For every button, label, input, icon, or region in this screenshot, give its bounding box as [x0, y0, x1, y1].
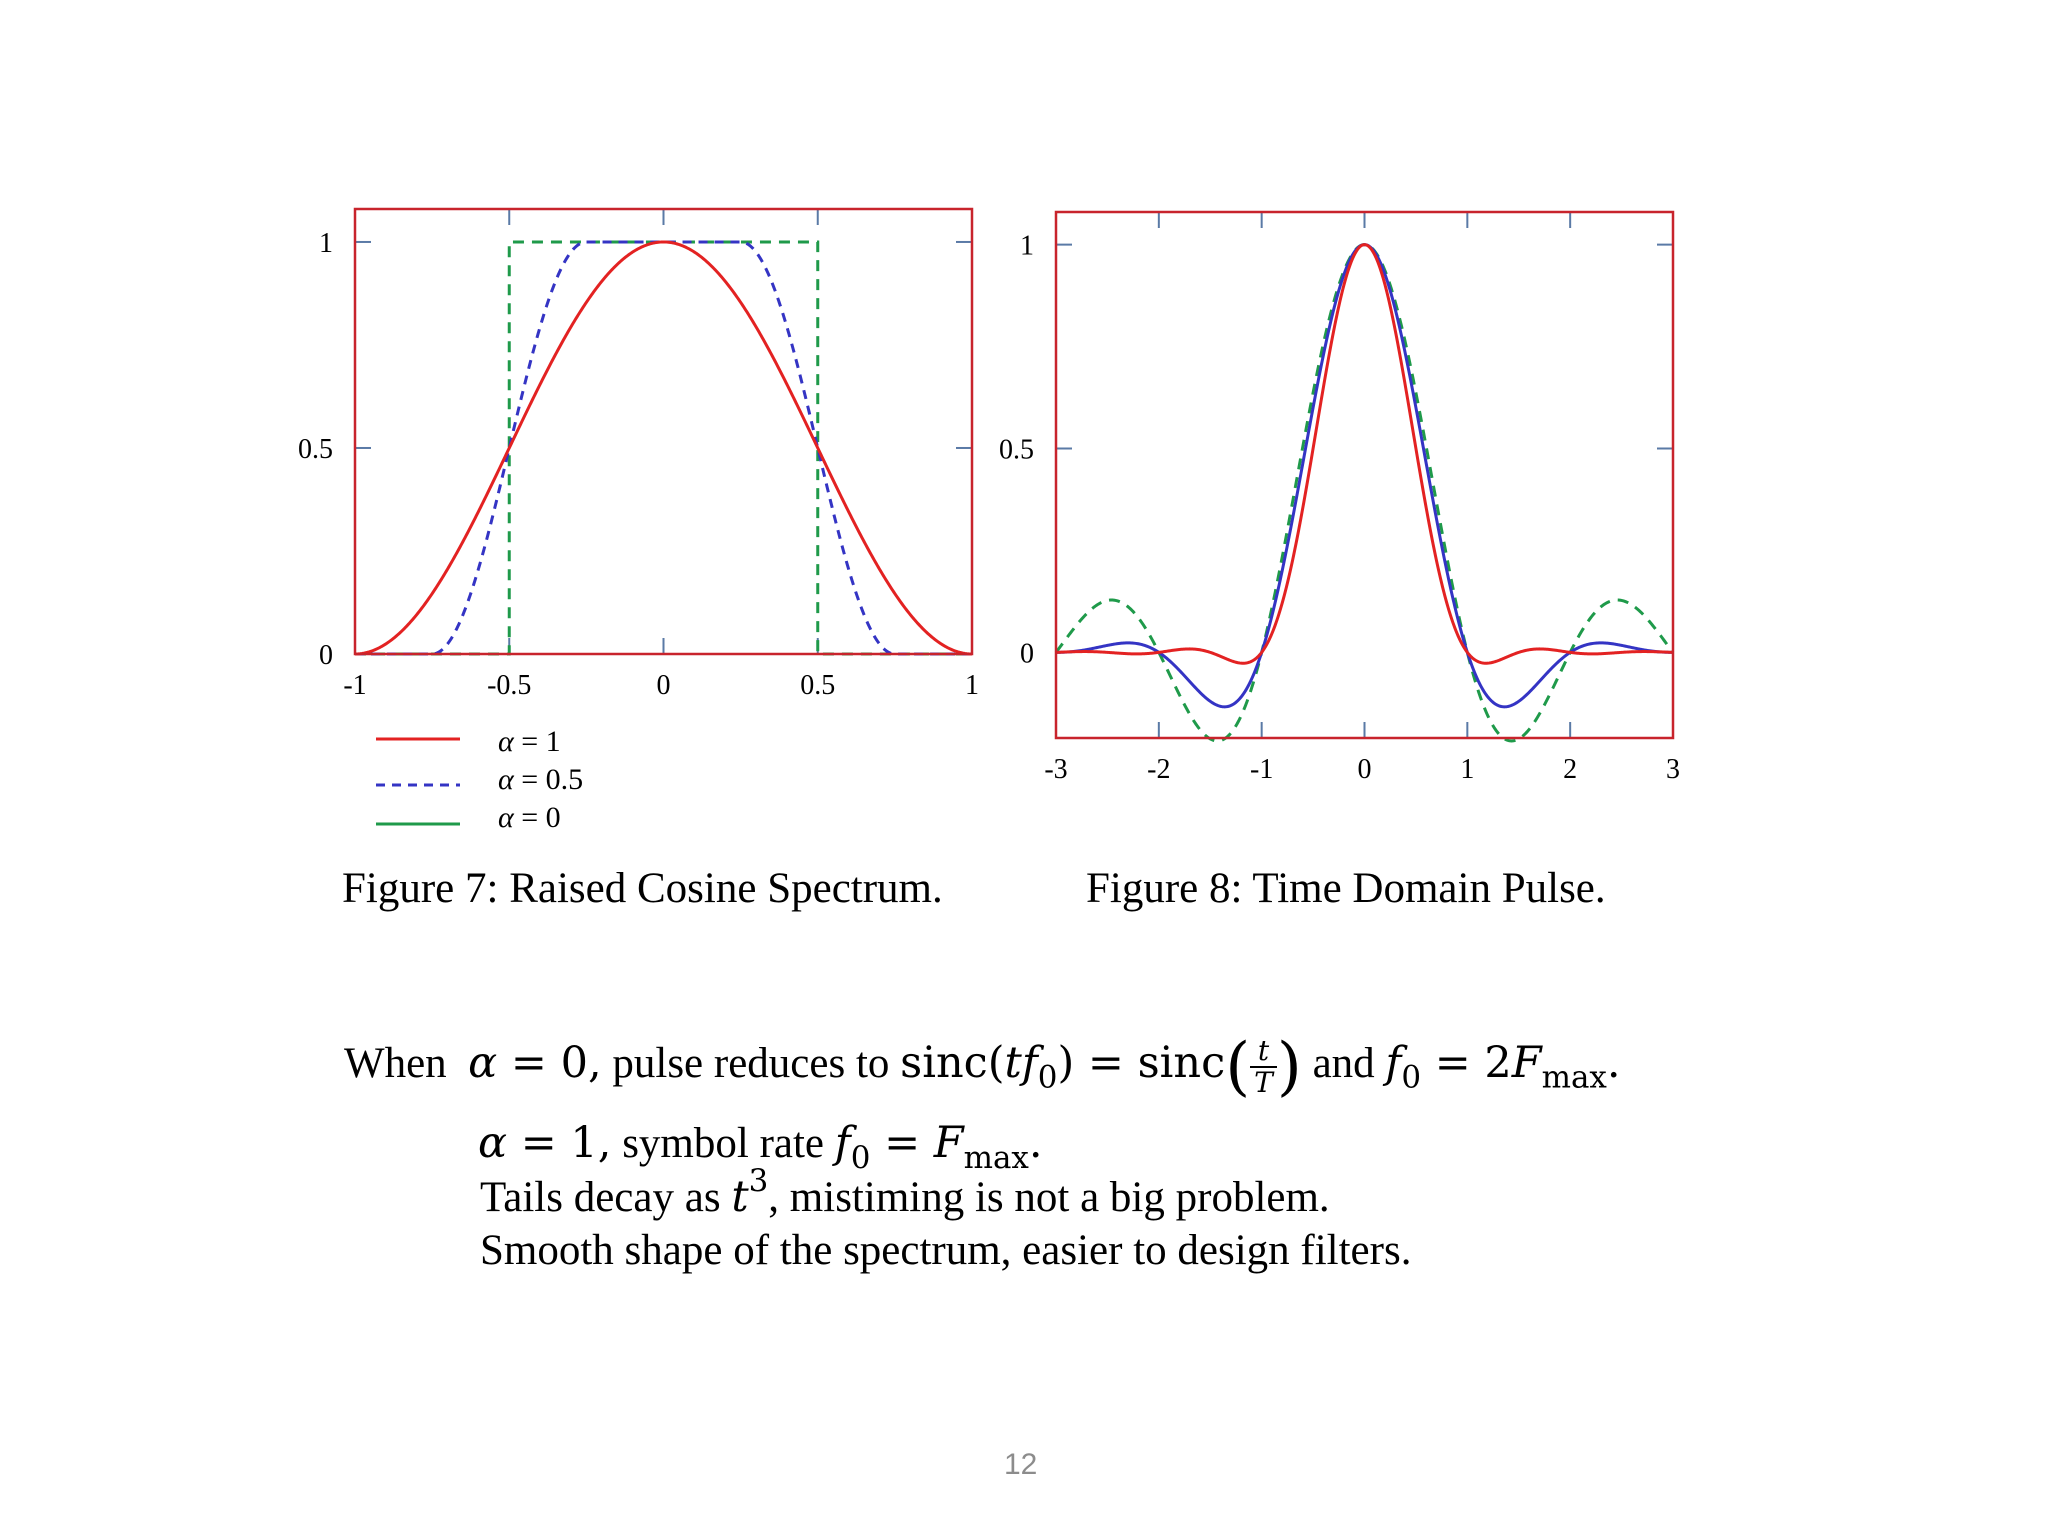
- x-tick-label-3: 0.5: [800, 670, 836, 701]
- text-line-4: Smooth shape of the spectrum, easier to design filters.: [480, 1227, 1412, 1274]
- page-number: 12: [1004, 1448, 1038, 1481]
- legend-item-alpha-0: α = 0: [498, 801, 561, 834]
- x-tick-label-5: 2: [1563, 754, 1578, 785]
- legend-item-alpha-0-5: α = 0.5: [498, 763, 584, 796]
- text-line-2: α = 1, symbol rate $f_0 = F_{max}$.: [478, 1118, 1043, 1176]
- spectrum-series-0: [355, 242, 972, 654]
- y-tick-label-2: 1: [1020, 230, 1034, 262]
- legend-swatches: [376, 739, 460, 824]
- x-tick-label-4: 1: [965, 670, 979, 701]
- spectrum-series-0-5: [355, 242, 972, 654]
- x-tick-label-1: -0.5: [487, 670, 532, 701]
- legend-item-alpha-1: α = 1: [498, 725, 561, 758]
- spectrum-frame: [355, 209, 972, 654]
- y-tick-label-2: 1: [319, 227, 333, 259]
- text-line-3: Tails decay as $t^3$, mistiming is not a big problem.: [480, 1162, 1330, 1222]
- fraction-t-over-T: $\frac{t}{T}$: [1250, 1036, 1277, 1098]
- raised-cosine-spectrum-chart: [298, 209, 979, 701]
- pulse-series-0-5: [1056, 245, 1673, 707]
- x-tick-label-3: 0: [1357, 754, 1372, 785]
- figure-7-caption: Figure 7: Raised Cosine Spectrum.: [342, 865, 943, 912]
- y-tick-label-1: 0.5: [999, 434, 1034, 466]
- x-tick-label-6: 3: [1666, 754, 1680, 785]
- text-line-1: When α = 0, pulse reduces to $\sin c(tf_0) = \sin c$( $\frac{t}{T}$ ) and $f_0 = 2F_{max}$.: [344, 1030, 1621, 1104]
- x-tick-label-1: -2: [1147, 754, 1171, 785]
- figure-8-caption: Figure 8: Time Domain Pulse.: [1086, 865, 1606, 912]
- x-tick-label-0: -3: [1044, 754, 1068, 785]
- x-tick-label-2: -1: [1250, 754, 1274, 785]
- x-tick-label-2: 0: [656, 670, 671, 701]
- time-domain-pulse-chart: [999, 212, 1680, 785]
- pulse-frame: [1056, 212, 1673, 738]
- pulse-series-0: [1056, 245, 1673, 741]
- pulse-series-1: [1056, 245, 1673, 664]
- y-tick-label-0: 0: [1020, 638, 1034, 670]
- x-tick-label-0: -1: [343, 670, 367, 701]
- x-tick-label-4: 1: [1460, 754, 1475, 785]
- spectrum-series-1: [355, 242, 972, 654]
- y-tick-label-0: 0: [319, 640, 333, 671]
- y-tick-label-1: 0.5: [298, 433, 333, 465]
